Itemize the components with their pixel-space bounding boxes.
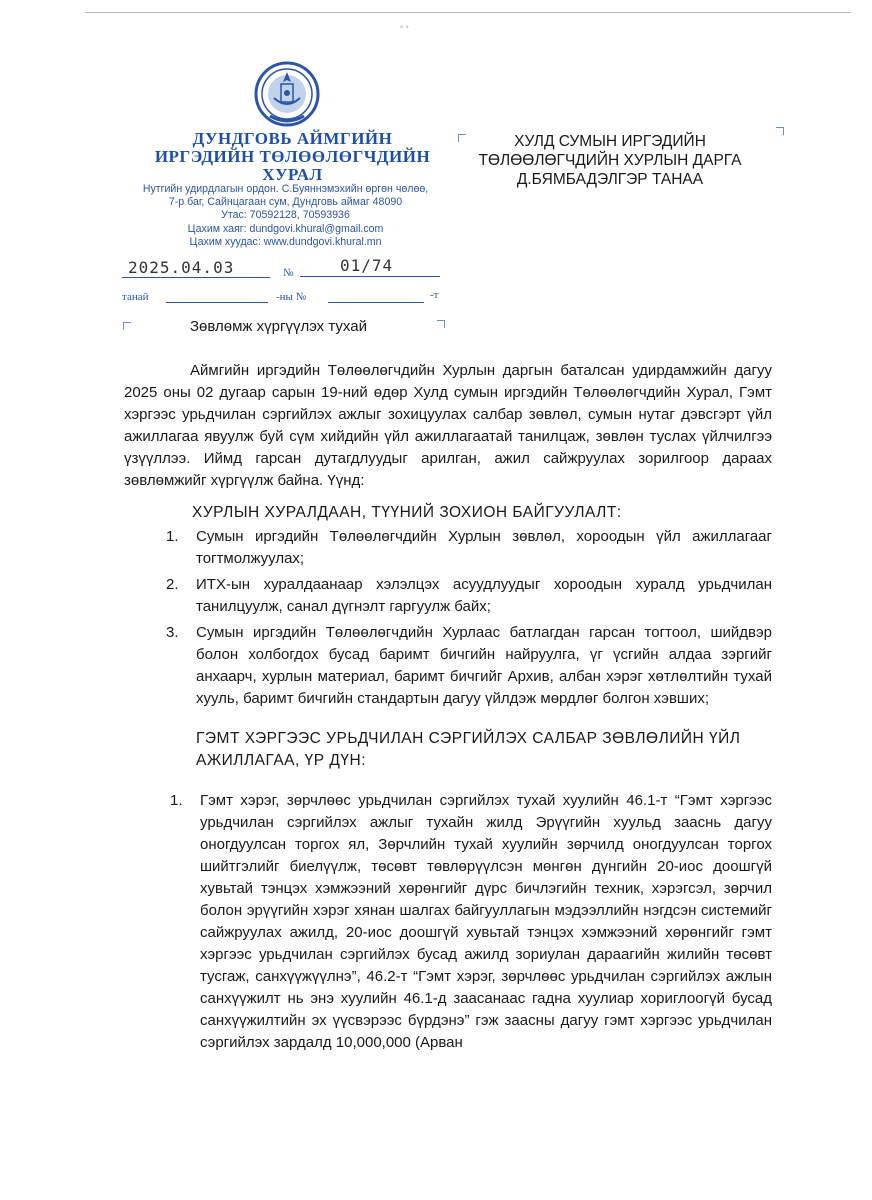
number-underline [300,276,440,277]
reply-label-3: -т [430,289,439,301]
reply-number-underline [328,302,424,303]
item-number: 1. [166,528,179,545]
website: Цахим хуудас: www.dundgovi.khural.mn [189,235,382,248]
organization-name [150,130,435,184]
section1-list [166,526,772,714]
recipient-line3: Д.БЯМБАДЭЛГЭР ТАНАА [516,171,704,188]
address-line1: Нутгийн удирдлагын ордон. С.Буяннэмэхийн өргөн чөлөө, [142,183,429,195]
item-number: 1. [170,792,183,809]
phone: Утас: 70592128, 70593936 [221,209,350,222]
org-name-line2: ИРГЭДИЙН ТӨЛӨӨЛӨГЧДИЙН [154,147,431,166]
organization-contacts [113,183,458,249]
recipient-line2: ТӨЛӨӨЛӨГЧДИЙН ХУРЛЫН ДАРГА [478,152,742,169]
reply-date-underline [166,302,268,303]
list-item [170,790,772,1054]
section1-heading: ХУРЛЫН ХУРАЛДААН, ТҮҮНИЙ ЗОХИОН БАЙГУУЛАЛТ: [192,504,622,521]
org-name-line3: ХУРАЛ [262,165,323,184]
reply-label-2: -ны № [276,291,307,303]
scan-speck: • • [400,22,409,32]
number-handwritten: 01/74 [340,256,394,275]
section2-heading-line2: АЖИЛЛАГАА, ҮР ДҮН: [196,752,367,769]
section2-list [170,790,772,1058]
date-underline [122,277,270,278]
item-number: 2. [166,576,179,593]
address-line2: 7-р баг, Сайнцагаан сум, Дундговь аймаг 48090 [168,196,403,209]
email: Цахим хаяг: dundgovi.khural@gmail.com [187,222,384,235]
item-text: ИТХ-ын хуралдаанаар хэлэлцэх асуудлуудыг хороодын хуралд урьдчилан танилцуулж, санал дүгнэлт гаргуулж байх; [196,576,772,615]
date-handwritten: 2025.04.03 [128,258,235,277]
list-item [166,574,772,618]
item-text: Сумын иргэдийн Төлөөлөгчдийн Хурлын зөвлөл, хороодын үйл ажиллагааг тогтмолжуулах; [196,528,772,567]
section2-heading [196,728,776,772]
item-text: Сумын иргэдийн Төлөөлөгчдийн Хурлаас батлагдан гарсан тогтоол, шийдвэр болон холбогдох бусад баримт бичгийн найруулга, үг үсгийн алдаа зэргийг анхаарч, хурлын материал, баримт бичгийг Архив, албан хэрэг хөтлөлтийн тухай хууль, баримт бичгийн стандартын дагуу үйлдэж мөрдлөг болгон хэвших; [196,624,772,707]
number-label: № [283,267,294,279]
state-emblem-icon [252,58,322,132]
reply-label-1: танай [122,291,149,303]
subject-corner-tl [123,322,131,330]
org-name-line1: ДУНДГОВЬ АЙМГИЙН [192,129,393,148]
item-number: 3. [166,624,179,641]
subject-corner-tr [437,320,445,328]
recipient-block [462,132,758,189]
list-item [166,622,772,710]
item-text: Гэмт хэрэг, зөрчлөөс урьдчилан сэргийлэх тухай хуулийн 46.1-т “Гэмт хэргээс урьдчилан сэргийлэх ажлыг тухайн жилд Эрүүгийн хуульд зааснь дагуу оногдуулсан торгох ял, Зөрчлийн тухай хуулийн зөрчилд оногдуулсан торгох шийтгэлийг биелүүлж, төсөвт төвлөрүүлсэн мөнгөн дүнгийн 20-иос доошгүй хувьтай тэнцэх хэмжээний хөрөнгийг дүрс бичлэгийн техник, хэрэгсэл, зөрчил болон эрүүгийн хэрэг хянан шалгах байгууллагын мэдээллийн нэгдсэн системийг сайжруулах ажилд, 20-иос доошгүй хувьтай тэнцэх хэмжээний хөрөнгийг гэмт хэргээс урьдчилан сэргийлэх бусад ажилд зориулан дараагийн жилийн төсөвт тусгаж, санхүүжүүлнэ”, 46.2-т “Гэмт хэрэг, зөрчлөөс урьдчилан сэргийлэх ажлын санхүүжилт нь энэ хуулийн 46.1-д заасанаас гадна хуулиар хориглоогүй бусад санхүүжилтийн эх үүсвэрээс бүрдэнэ” гэж заасны дагуу гэмт хэргээс урьдчилан сэргийлэх зардалд 10,000,000 (Арван [200,792,772,1051]
recipient-corner-tr [776,127,784,135]
list-item [166,526,772,570]
subject-line: Зөвлөмж хүргүүлэх тухай [190,318,367,335]
intro-paragraph: Аймгийн иргэдийн Төлөөлөгчдийн Хурлын даргын баталсан удирдамжийн дагуу 2025 оны 02 дугаар сарын 19-ний өдөр Хулд сумын иргэдийн Төлөөлөгчдийн Хурал, Гэмт хэргээс урьдчилан сэргийлэх ажлыг зохицуулах салбар зөвлөл, сумын нутаг дэвсгэрт үйл ажиллагаа явуулж буй сүм хийдийн үйл ажиллагаатай танилцаж, зөвлөн туслах үйлчилгээ үзүүллээ. Иймд гарсан дутагдлуудыг арилган, ажил сайжруулах зорилгоор дараах зөвлөмжийг хүргүүлж байна. Үүнд: [124,362,772,489]
section2-heading-line1: ГЭМТ ХЭРГЭЭС УРЬДЧИЛАН СЭРГИЙЛЭХ САЛБАР ЗӨВЛӨЛИЙН ҮЙЛ [196,730,741,747]
scan-top-edge [85,12,851,13]
recipient-line1: ХУЛД СУМЫН ИРГЭДИЙН [514,133,706,150]
